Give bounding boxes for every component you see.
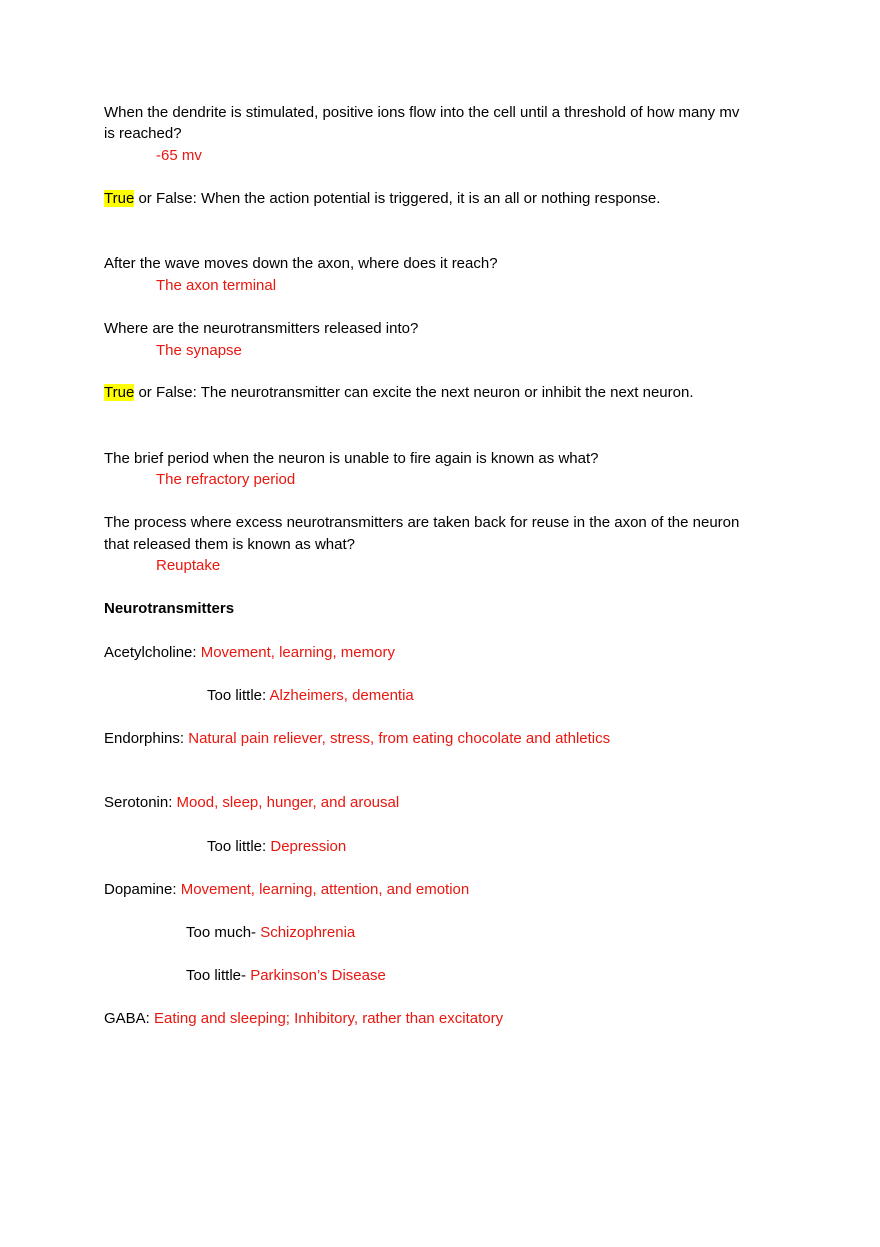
dopamine-too-little-label: Too little- [186,967,251,984]
acetylcholine-too-little-row [207,686,414,706]
gaba-value: Eating and sleeping; Inhibitory, rather than excitatory [154,1010,504,1027]
question-all-or-nothing-text: or False: When the action potential is triggered, it is an all or nothing response. [134,190,661,207]
question-refractory: The brief period when the neuron is unable to fire again is known as what? [104,450,599,467]
gaba-label: GABA: [104,1010,155,1027]
question-excite-inhibit [104,383,694,403]
dopamine-too-little-row [186,966,386,986]
acetylcholine-label: Acetylcholine: [104,644,201,661]
answer-threshold: -65 mv [156,147,202,164]
serotonin-row [104,793,399,813]
serotonin-too-little-row [207,837,346,857]
acetylcholine-row [104,643,395,663]
question-axon-wave: After the wave moves down the axon, where does it reach? [104,255,498,272]
acetylcholine-too-little-label: Too little: [207,687,270,704]
highlighted-true: True [104,384,135,401]
dopamine-too-much-label: Too much- [186,924,261,941]
endorphins-value: Natural pain reliever, stress, from eating chocolate and athletics [188,730,611,747]
answer-refractory: The refractory period [156,471,296,488]
question-excite-inhibit-text: or False: The neurotransmitter can excite the next neuron or inhibit the next neuron. [134,384,694,401]
endorphins-row [104,729,610,749]
serotonin-value: Mood, sleep, hunger, and arousal [176,794,400,811]
serotonin-too-little-label: Too little: [207,838,271,855]
acetylcholine-too-little-value: Alzheimers, dementia [269,687,414,704]
highlighted-true: True [104,190,135,207]
question-release: Where are the neurotransmitters released into? [104,320,419,337]
answer-axon-wave: The axon terminal [156,277,277,294]
dopamine-row [104,880,469,900]
question-all-or-nothing [104,189,660,209]
question-threshold-line-1: When the dendrite is stimulated, positive ions flow into the cell until a threshold of how many mv [104,104,740,121]
answer-release: The synapse [156,342,242,359]
serotonin-too-little-value: Depression [270,838,347,855]
gaba-row [104,1009,503,1029]
answer-reuptake: Reuptake [156,557,221,574]
question-reuptake-line-1: The process where excess neurotransmitters are taken back for reuse in the axon of the neuron [104,514,740,531]
question-threshold-line-2: is reached? [104,125,182,142]
section-heading: Neurotransmitters [104,600,235,617]
dopamine-value: Movement, learning, attention, and emotion [180,881,470,898]
dopamine-too-little-value: Parkinson’s Disease [250,967,386,984]
acetylcholine-value: Movement, learning, memory [200,644,395,661]
serotonin-label: Serotonin: [104,794,177,811]
endorphins-label: Endorphins: [104,730,189,747]
dopamine-label: Dopamine: [104,881,181,898]
dopamine-too-much-row [186,923,355,943]
question-reuptake-line-2: that released them is known as what? [104,536,355,553]
dopamine-too-much-value: Schizophrenia [260,924,356,941]
